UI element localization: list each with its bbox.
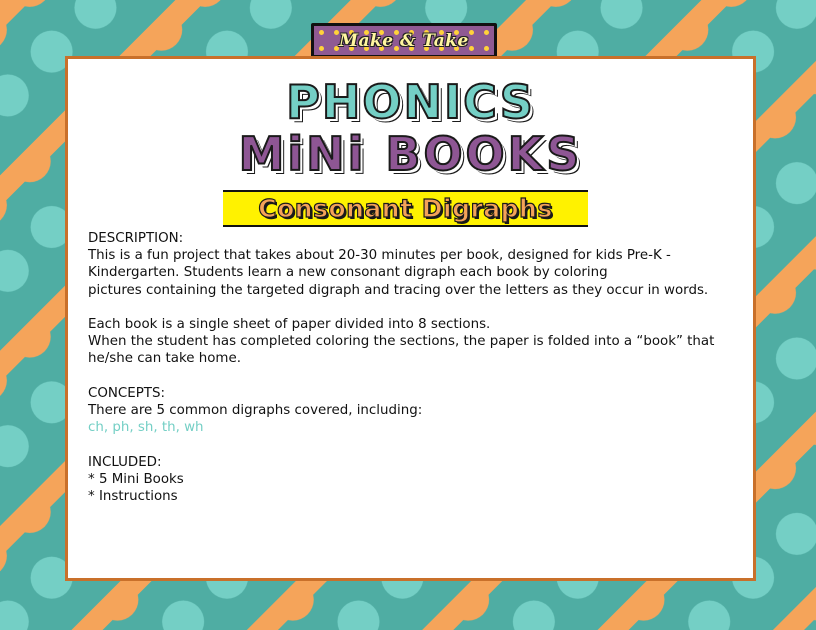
description-text-block [88,230,753,505]
included-item-mini-books: * 5 Mini Books [88,471,184,487]
concepts-heading: CONCEPTS: [88,385,165,401]
title-mini-books: MiNi BOOKS [238,127,583,181]
description-line-5: When the student has completed coloring the sections, the paper is folded into a “book” that [88,334,715,350]
concepts-line-1: There are 5 common digraphs covered, including: [88,403,423,418]
subtitle-banner [223,190,588,227]
description-line-2: Kindergarten. Students learn a new consonant digraph each book by coloring [88,265,608,281]
description-heading: DESCRIPTION: [88,231,184,246]
product-description-card [65,56,756,581]
subtitle-consonant-digraphs: Consonant Digraphs [258,194,553,223]
digraph-list: ch, ph, sh, th, wh [88,420,204,436]
description-line-1: This is a fun project that takes about 20-30 minutes per book, designed for kids Pre-K - [88,248,671,264]
description-line-3: pictures containing the targeted digraph and tracing over the letters as they occur in words. [88,282,709,298]
title-phonics: PHONICS [286,75,535,129]
description-line-6: he/she can take home. [88,351,241,367]
description-line-4: Each book is a single sheet of paper divided into 8 sections. [88,317,491,332]
make-and-take-badge [311,23,497,58]
badge-label: Make & Take [339,30,469,51]
included-heading: INCLUDED: [88,454,162,470]
included-item-instructions: * Instructions [88,489,178,504]
